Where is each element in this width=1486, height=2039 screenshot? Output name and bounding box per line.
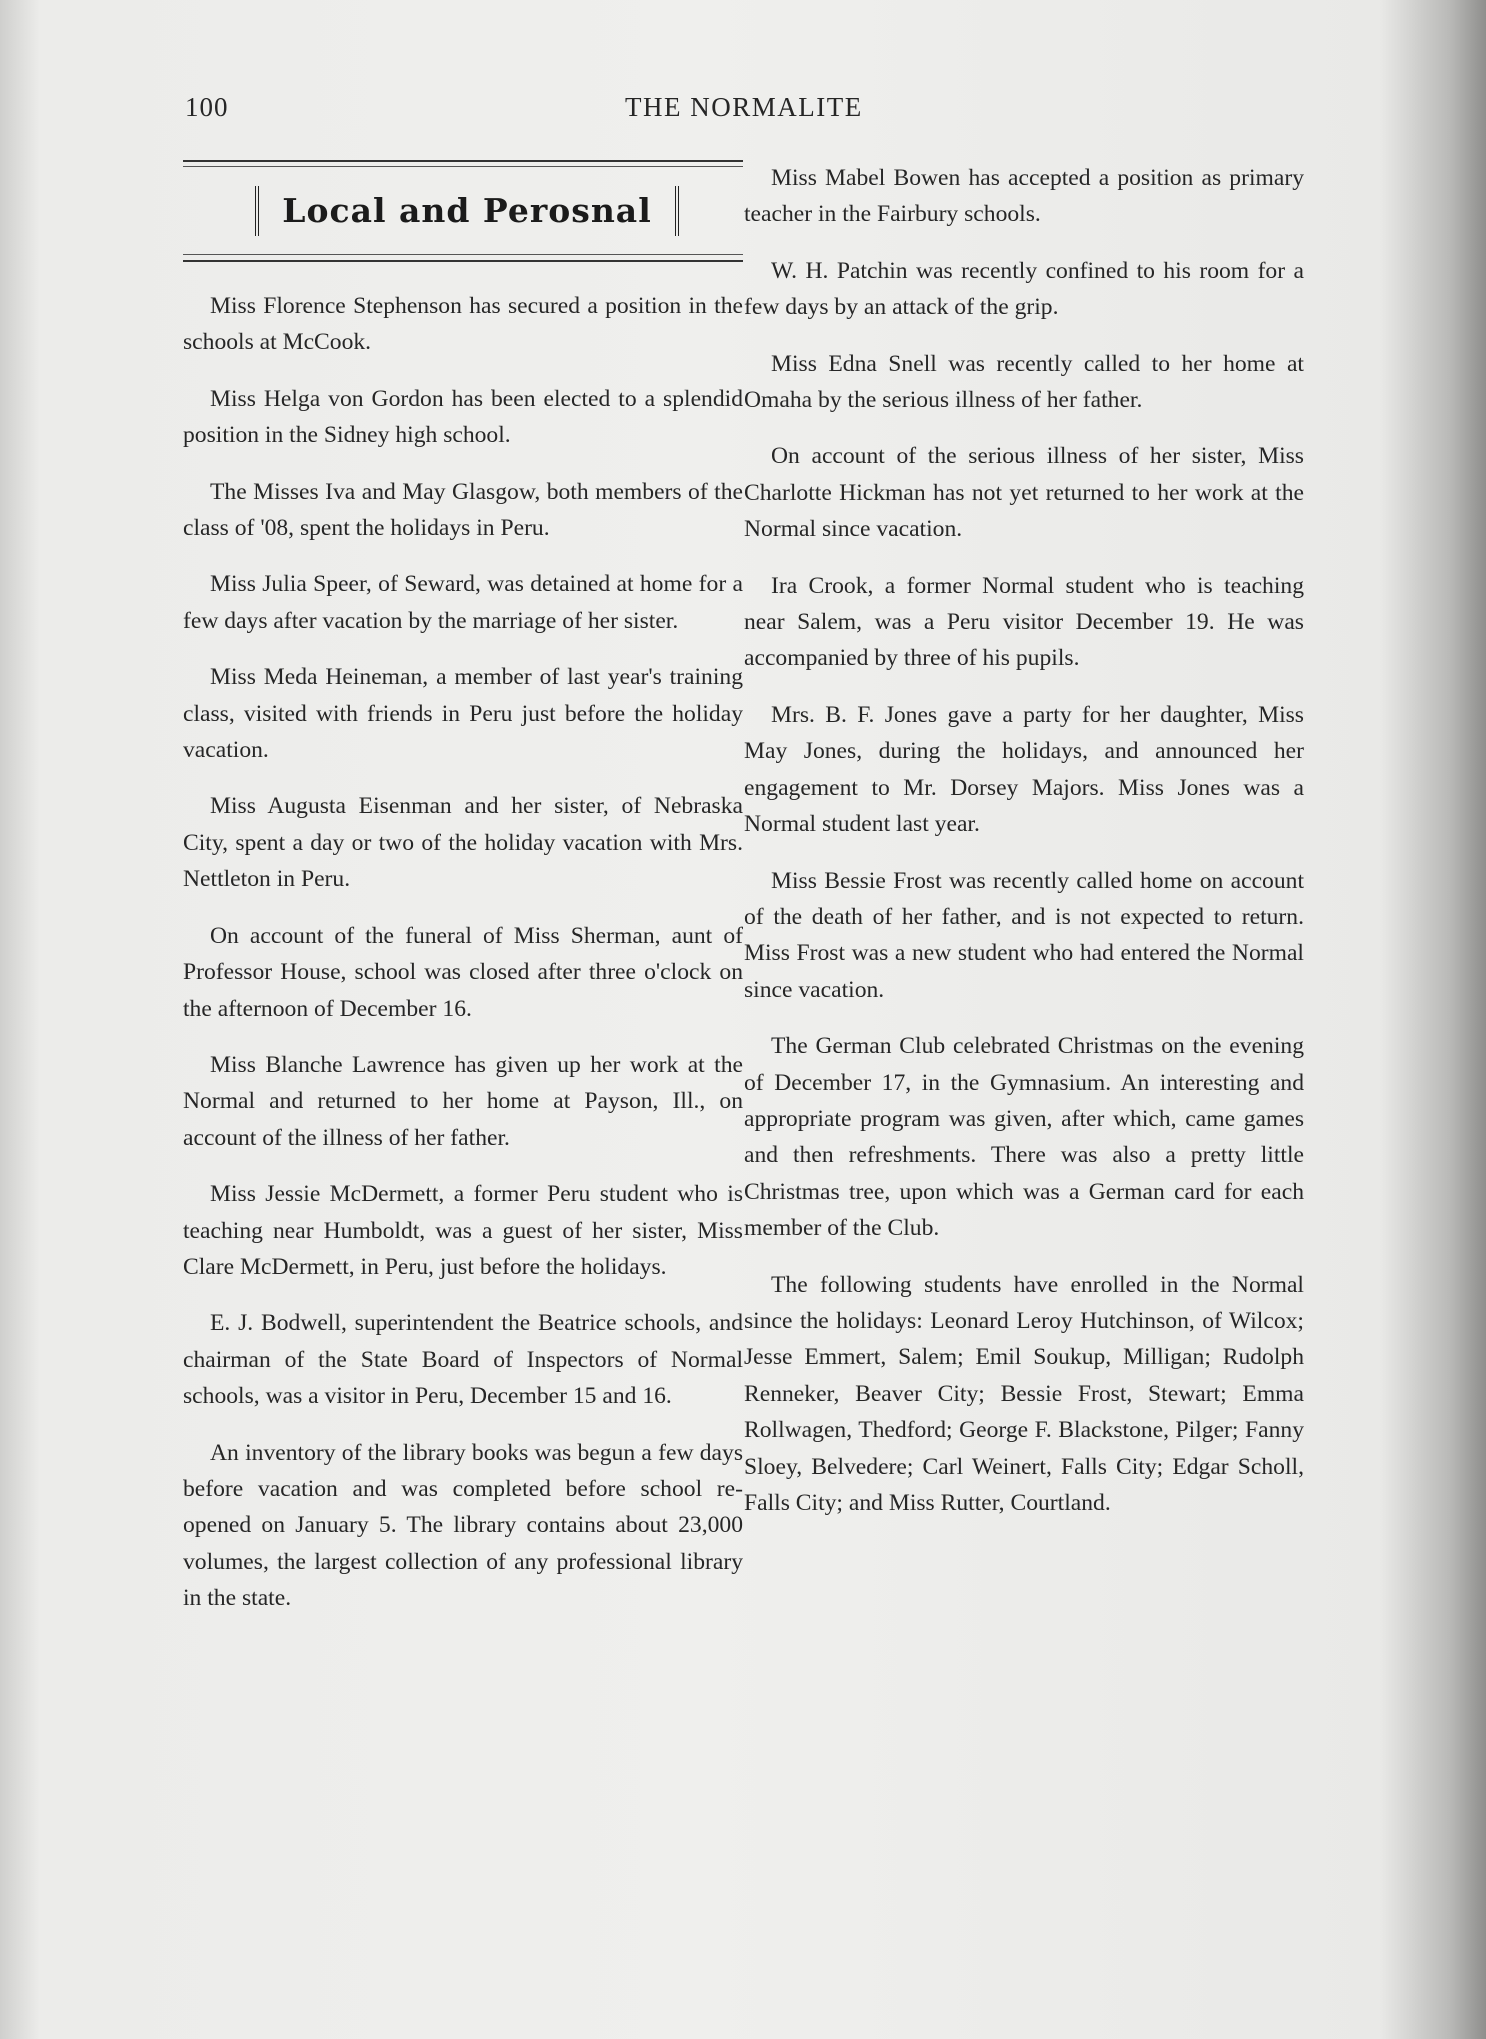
news-item: E. J. Bodwell, superintendent the Beatrice schools, and chairman of the State Board of Inspectors of Normal schools, was a visitor in Peru, December 15 and 16. (183, 1310, 743, 1410)
journal-title: THE NORMALITE (625, 92, 863, 122)
news-item: The Misses Iva and May Glasgow, both members of the class of '08, spent the holidays in Peru. (183, 478, 743, 542)
news-item: On account of the serious illness of her sister, Miss Charlotte Hickman has not yet returned to her work at the Normal since vacation. (744, 443, 1304, 543)
banner-title-box (255, 186, 679, 236)
news-item: Ira Crook, a former Normal student who is teaching near Salem, was a Peru visitor December 19. He was accompanied by three of his pupils. (744, 572, 1304, 672)
news-item: Miss Blanche Lawrence has given up her work at the Normal and returned to her home at Payson, Ill., on account of the illness of her father. (183, 1051, 743, 1151)
news-item: Miss Edna Snell was recently called to her home at Omaha by the serious illness of her father. (744, 350, 1304, 414)
section-banner (183, 160, 743, 262)
news-item: W. H. Patchin was recently confined to his room for a few days by an attack of the grip. (744, 257, 1304, 321)
news-item: The following students have enrolled in the Normal since the holidays: Leonard Leroy Hutchinson, of Wilcox; Jesse Emmert, Salem; Emil Soukup, Milligan; Rudolph Renneker, Beaver City; Bessie Frost, Stewart; Emma Rollwagen, Thedford; George F. Blackstone, Pilger; Fanny Sloey, Belvedere; Carl Weinert, Falls City; Edgar Scholl, Falls City; and Miss Rutter, Courtland. (744, 1271, 1304, 1516)
page-number: 100 (185, 92, 229, 122)
banner-rule-bottom (183, 260, 743, 262)
news-item: An inventory of the library books was begun a few days before vacation and was completed before school re-opened on January 5. The library contains about 23,000 volumes, the largest collection of any professional library in the state. (183, 1439, 743, 1612)
news-item: Miss Julia Speer, of Seward, was detained at home for a few days after vacation by the marriage of her sister. (183, 571, 743, 634)
banner-rule-top (183, 160, 743, 162)
left-column (183, 160, 743, 1637)
news-item: Miss Florence Stephenson has secured a position in the schools at McCook. (183, 293, 743, 356)
news-item: On account of the funeral of Miss Sherman, aunt of Professor House, school was closed after three o'clock on the afternoon of December 16. (183, 922, 743, 1022)
banner-rule-bottom-inner (183, 254, 743, 255)
section-title: Local and Perosnal (282, 190, 652, 230)
right-column (744, 160, 1304, 1541)
news-item: The German Club celebrated Christmas on the evening of December 17, in the Gymnasium. An interesting and appropriate program was given, after which, came games and then refreshments. There was also a pretty little Christmas tree, upon which was a German card for each member of the Club. (744, 1033, 1304, 1242)
news-item: Miss Bessie Frost was recently called home on account of the death of her father, and is not expected to return. Miss Frost was a new student who had entered the Normal since vacation. (744, 867, 1304, 1003)
news-item: Miss Mabel Bowen has accepted a position as primary teacher in the Fairbury schools. (744, 165, 1304, 228)
news-item: Miss Jessie McDermett, a former Peru student who is teaching near Humboldt, was a guest of her sister, Miss Clare McDermett, in Peru, just before the holidays. (183, 1181, 743, 1280)
news-item: Mrs. B. F. Jones gave a party for her daughter, Miss May Jones, during the holidays, and announced her engagement to Mr. Dorsey Majors. Miss Jones was a Normal student last year. (744, 701, 1304, 838)
banner-rule-top-inner (183, 166, 743, 167)
page-header (0, 92, 1486, 132)
news-item: Miss Meda Heineman, a member of last year's training class, visited with friends in Peru just before the holiday vacation. (183, 664, 743, 764)
news-item: Miss Helga von Gordon has been elected to a splendid position in the Sidney high school. (183, 385, 743, 449)
news-item: Miss Augusta Eisenman and her sister, of Nebraska City, spent a day or two of the holiday vacation with Mrs. Nettleton in Peru. (183, 793, 743, 893)
